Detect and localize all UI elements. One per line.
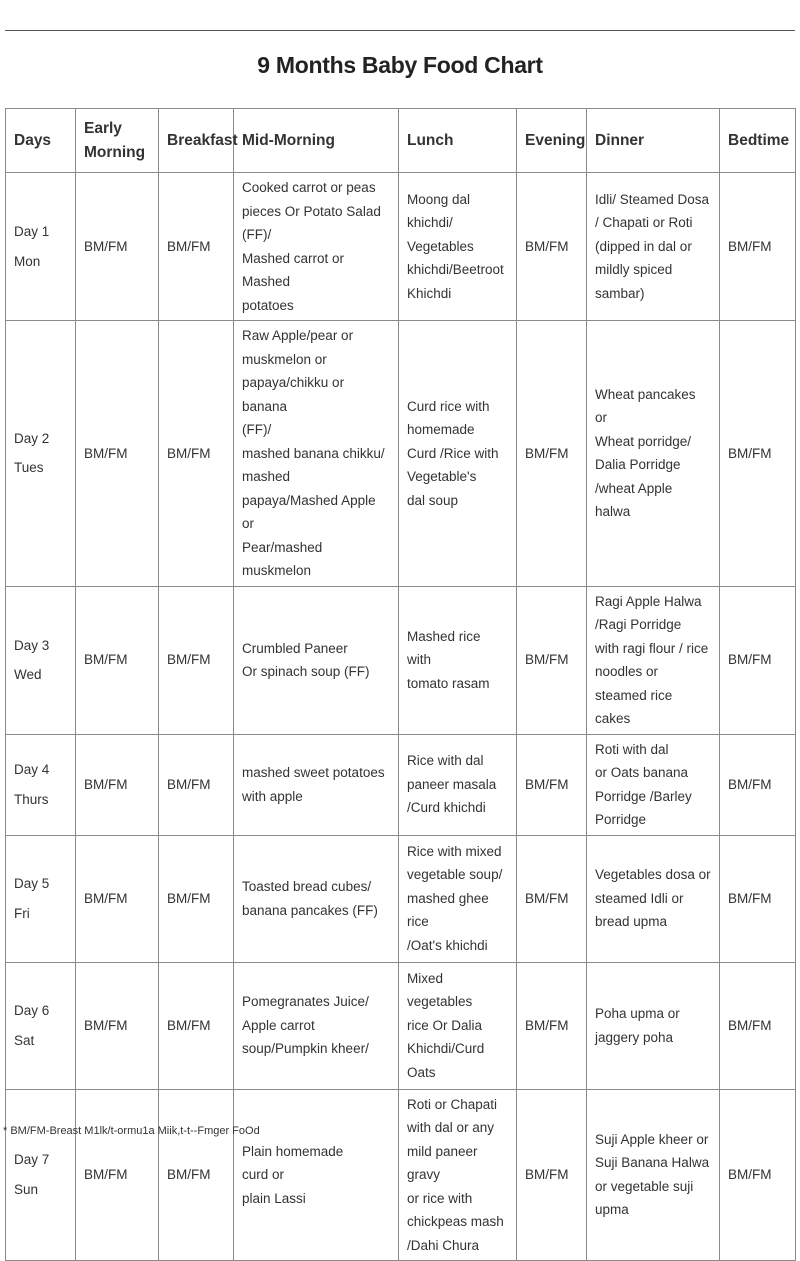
top-divider [5, 30, 795, 31]
dinner-cell [587, 321, 720, 587]
table-row [6, 173, 796, 321]
lunch-cell-line: Roti or Chapati [407, 1096, 498, 1112]
mid-morning-cell-line: pieces Or Potato Salad [242, 203, 381, 219]
lunch-cell-line: Rice with mixed [407, 843, 502, 859]
dinner-cell-line: / Chapati or Roti [595, 215, 693, 231]
table-row [6, 734, 796, 835]
dinner-cell-line: noodles or [595, 664, 659, 679]
bedtime-cell: BM/FM [720, 1089, 796, 1261]
evening-cell: BM/FM [517, 962, 587, 1089]
dinner-cell [587, 173, 720, 321]
lunch-cell-line: Curd rice with [407, 398, 490, 414]
header-early-morning-line-2: Morning [84, 143, 146, 161]
mid-morning-cell-line: mashed sweet potatoes [242, 765, 385, 780]
breakfast-cell: BM/FM [159, 1089, 234, 1261]
breakfast-cell: BM/FM [159, 321, 234, 587]
header-breakfast: Breakfast [159, 109, 234, 173]
lunch-cell-line: Rice with dal [407, 753, 484, 769]
mid-morning-cell-line: Plain homemade [242, 1143, 344, 1159]
mid-morning-cell [234, 835, 399, 962]
dinner-cell-line: jaggery poha [595, 1029, 674, 1045]
lunch-cell-line: paneer masala [407, 776, 497, 792]
day-cell [6, 321, 76, 587]
mid-morning-cell [234, 962, 399, 1089]
day-cell [6, 962, 76, 1089]
day-number: Day 5 [14, 876, 50, 891]
lunch-cell [399, 321, 517, 587]
early-morning-cell: BM/FM [76, 835, 159, 962]
mid-morning-cell-line: curd or [242, 1167, 285, 1182]
header-dinner: Dinner [587, 109, 720, 173]
breakfast-cell: BM/FM [159, 835, 234, 962]
header-early-morning-line-1: Early [84, 119, 122, 137]
dinner-cell-line: or [595, 410, 608, 426]
header-mid-morning: Mid-Morning [234, 109, 399, 173]
dinner-cell-line: (dipped in dal or [595, 238, 692, 254]
dinner-cell [587, 835, 720, 962]
dinner-cell-line: Dalia Porridge [595, 457, 681, 473]
mid-morning-cell-line: banana pancakes (FF) [242, 902, 378, 918]
mid-morning-cell-line: Toasted bread cubes/ [242, 879, 372, 894]
bedtime-cell: BM/FM [720, 586, 796, 734]
breakfast-cell: BM/FM [159, 962, 234, 1089]
mid-morning-cell-line: Cooked carrot or peas [242, 180, 376, 195]
day-cell [6, 734, 76, 835]
lunch-cell-line: chickpeas mash [407, 1214, 504, 1229]
mid-morning-cell-line: Pear/mashed muskmelon [242, 539, 323, 578]
mid-morning-cell [234, 586, 399, 734]
mid-morning-cell-line: papaya/Mashed Apple or [242, 492, 376, 531]
mid-morning-cell-line: Apple carrot [242, 1017, 315, 1033]
mid-morning-cell-line: Raw Apple/pear or [242, 328, 354, 343]
evening-cell: BM/FM [517, 835, 587, 962]
header-evening: Evening [517, 109, 587, 173]
early-morning-cell: BM/FM [76, 586, 159, 734]
lunch-cell-line: Moong dal [407, 191, 471, 207]
early-morning-cell: BM/FM [76, 734, 159, 835]
weekday-name: Sun [14, 1181, 39, 1197]
dinner-cell [587, 962, 720, 1089]
evening-cell: BM/FM [517, 734, 587, 835]
lunch-cell-line: Curd /Rice with [407, 445, 499, 461]
header-early-morning [76, 109, 159, 173]
day-cell [6, 173, 76, 321]
dinner-cell-line: /Ragi Porridge [595, 617, 682, 632]
lunch-cell-line: khichdi/ [407, 215, 453, 231]
mid-morning-cell-line: mashed [242, 469, 291, 484]
evening-cell: BM/FM [517, 586, 587, 734]
day-number: Day 7 [14, 1152, 50, 1168]
breakfast-cell: BM/FM [159, 734, 234, 835]
early-morning-cell: BM/FM [76, 321, 159, 587]
lunch-cell-line: khichdi/Beetroot [407, 262, 504, 278]
day-number: Day 2 [14, 430, 50, 446]
dinner-cell-line: steamed rice cakes [595, 687, 673, 726]
lunch-cell [399, 734, 517, 835]
day-cell [6, 835, 76, 962]
weekday-name: Wed [14, 667, 42, 682]
chart-body [6, 173, 796, 1261]
dinner-cell-line: Wheat porridge/ [595, 433, 692, 449]
table-row [6, 586, 796, 734]
dinner-cell-line: Ragi Apple Halwa [595, 593, 702, 609]
weekday-name: Mon [14, 253, 41, 269]
header-days: Days [6, 109, 76, 173]
dinner-cell [587, 586, 720, 734]
mid-morning-cell [234, 173, 399, 321]
bedtime-cell: BM/FM [720, 173, 796, 321]
dinner-cell-line: Idli/ Steamed Dosa [595, 191, 710, 207]
lunch-cell-line: Mashed rice with [407, 628, 481, 668]
lunch-cell-line: homemade [407, 422, 475, 437]
dinner-cell-line: upma [595, 1202, 629, 1218]
dinner-cell-line: or vegetable suji [595, 1178, 694, 1194]
lunch-cell-line: or rice with [407, 1190, 473, 1206]
table-row [6, 321, 796, 587]
dinner-cell [587, 734, 720, 835]
dinner-cell-line: Porridge /Barley [595, 788, 692, 804]
lunch-cell-line: tomato rasam [407, 675, 490, 691]
mid-morning-cell-line: Mashed carrot or Mashed [242, 250, 345, 289]
mid-morning-cell [234, 1089, 399, 1261]
dinner-cell-line: Suji Banana Halwa [595, 1155, 710, 1171]
day-number: Day 3 [14, 637, 50, 653]
dinner-cell-line: Wheat pancakes [595, 386, 696, 402]
dinner-cell-line: Suji Apple kheer or [595, 1131, 709, 1147]
early-morning-cell: BM/FM [76, 173, 159, 321]
header-bedtime: Bedtime [720, 109, 796, 173]
lunch-cell-line: vegetable soup/ [407, 867, 503, 883]
table-row [6, 962, 796, 1089]
lunch-cell-line: Vegetable's [407, 469, 477, 484]
mid-morning-cell-line: (FF)/ [242, 227, 272, 242]
evening-cell: BM/FM [517, 321, 587, 587]
mid-morning-cell-line: plain Lassi [242, 1190, 306, 1206]
dinner-cell-line: Roti with dal [595, 741, 669, 757]
day-cell [6, 1089, 76, 1261]
dinner-cell-line: sambar) [595, 285, 645, 301]
mid-morning-cell-line: with apple [242, 788, 303, 804]
evening-cell: BM/FM [517, 173, 587, 321]
dinner-cell-line: with ragi flour / rice [595, 640, 709, 656]
mid-morning-cell [234, 734, 399, 835]
breakfast-cell: BM/FM [159, 586, 234, 734]
mid-morning-cell [234, 321, 399, 587]
day-cell [6, 586, 76, 734]
day-number: Day 1 [14, 224, 50, 239]
lunch-cell-line: mashed ghee rice [407, 890, 489, 930]
lunch-cell-line: Vegetables [407, 238, 474, 254]
mid-morning-cell-line: soup/Pumpkin kheer/ [242, 1041, 369, 1057]
food-chart-table [5, 108, 796, 1261]
lunch-cell-line: Oats [407, 1064, 436, 1080]
lunch-cell-line: mild paneer gravy [407, 1143, 478, 1182]
lunch-cell [399, 586, 517, 734]
lunch-cell [399, 962, 517, 1089]
dinner-cell-line: /wheat Apple halwa [595, 480, 673, 520]
bedtime-cell: BM/FM [720, 321, 796, 587]
dinner-cell-line: Porridge [595, 812, 647, 827]
bedtime-cell: BM/FM [720, 835, 796, 962]
lunch-cell-line: dal soup [407, 492, 459, 508]
header-lunch: Lunch [399, 109, 517, 173]
page-title: 9 Months Baby Food Chart [257, 52, 543, 78]
evening-cell: BM/FM [517, 1089, 587, 1261]
lunch-cell-line: Mixed vegetables [407, 970, 473, 1010]
dinner-cell-line: Poha upma or [595, 1006, 680, 1021]
day-number: Day 6 [14, 1003, 50, 1018]
lunch-cell-line: /Curd khichdi [407, 800, 486, 816]
dinner-cell-line: steamed Idli or [595, 890, 684, 906]
dinner-cell-line: or Oats banana [595, 765, 689, 780]
table-row [6, 1089, 796, 1261]
lunch-cell-line: rice Or Dalia [407, 1017, 483, 1033]
table-row [6, 835, 796, 962]
dinner-cell [587, 1089, 720, 1261]
lunch-cell-line: /Dahi Chura [407, 1237, 480, 1253]
weekday-name: Fri [14, 905, 30, 921]
weekday-name: Sat [14, 1032, 35, 1048]
header-row [6, 109, 796, 173]
day-number: Day 4 [14, 762, 50, 777]
bedtime-cell: BM/FM [720, 734, 796, 835]
lunch-cell-line: /Oat's khichdi [407, 937, 488, 953]
dinner-cell-line: mildly spiced [595, 262, 673, 278]
footnote: * BM/FM-Breast M1lk/t-ormu1a Miik,t-t--Fmger FoOd [3, 1125, 260, 1137]
lunch-cell-line: with dal or any [407, 1120, 495, 1135]
mid-morning-cell-line: papaya/chikku or banana [242, 375, 345, 414]
lunch-cell [399, 1089, 517, 1261]
early-morning-cell: BM/FM [76, 962, 159, 1089]
mid-morning-cell-line: Or spinach soup (FF) [242, 664, 370, 679]
mid-morning-cell-line: Pomegranates Juice/ [242, 994, 369, 1010]
bedtime-cell: BM/FM [720, 962, 796, 1089]
lunch-cell [399, 173, 517, 321]
mid-morning-cell-line: mashed banana chikku/ [242, 445, 385, 461]
dinner-cell-line: Vegetables dosa or [595, 867, 711, 883]
breakfast-cell: BM/FM [159, 173, 234, 321]
dinner-cell-line: bread upma [595, 914, 668, 930]
mid-morning-cell-line: (FF)/ [242, 422, 272, 437]
lunch-cell-line: Khichdi [407, 285, 452, 301]
weekday-name: Thurs [14, 791, 49, 807]
lunch-cell [399, 835, 517, 962]
weekday-name: Tues [14, 460, 44, 476]
early-morning-cell: BM/FM [76, 1089, 159, 1261]
mid-morning-cell-line: muskmelon or [242, 351, 327, 367]
mid-morning-cell-line: Crumbled Paneer [242, 640, 348, 656]
lunch-cell-line: Khichdi/Curd [407, 1041, 485, 1057]
mid-morning-cell-line: potatoes [242, 297, 294, 313]
